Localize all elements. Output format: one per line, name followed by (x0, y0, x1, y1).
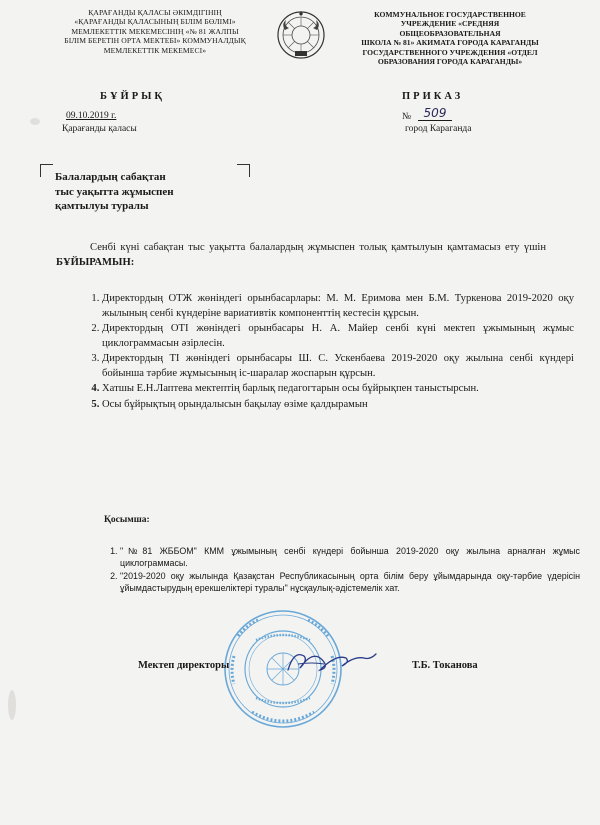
subject-line: Балалардың сабақтан (55, 171, 166, 183)
header-ru-institution (350, 10, 550, 66)
subject-line: қамтылуы туралы (55, 200, 149, 212)
order-intro (56, 241, 546, 270)
subject-bracket-left (40, 164, 53, 177)
order-command: БҰЙЫРАМЫН: (56, 256, 135, 268)
header-kz-institution (62, 8, 248, 55)
order-items-list (80, 292, 574, 413)
scan-mark (30, 118, 40, 125)
city-ru: город Караганда (405, 124, 472, 134)
order-number: 509 (418, 106, 452, 121)
handwritten-signature-icon (284, 642, 380, 682)
order-date: 09.10.2019 г. (66, 111, 117, 121)
scan-mark (8, 690, 16, 720)
signature-position: Мектеп директоры (138, 660, 230, 671)
order-title-kz: БҰЙРЫҚ (100, 91, 166, 102)
order-item: 1. Директордың ОТЖ жөніндегі орынбасарлары: М. М. Еримова мен Б.М. Туркенова 2019-2020 оқу жылының сенбі күндеріне вариативтік компоненттің кестесін құрсын. (102, 292, 574, 321)
order-item: 2. Директордың ОТІ жөніндегі орынбасары Н. А. Майер сенбі күні мектеп ұжымының жұмыс циклограммасын әзірлесін. (102, 322, 574, 351)
attachments-list (106, 545, 580, 595)
order-item: 3. Директордың ТІ жөніндегі орынбасары Ш. С. Ускенбаева 2019-2020 оқу жылына сенбі күндері бойынша тәрбие жұмысының іс-шаралар жоспарын құрсын. (102, 352, 574, 381)
header-ru-line: КОММУНАЛЬНОЕ ГОСУДАРСТВЕННОЕ (374, 10, 526, 19)
order-number-label: № (402, 112, 412, 122)
header-ru-line: ШКОЛА № 81» АКИМАТА ГОРОДА КАРАГАНДЫ (361, 38, 539, 48)
city-kz: Қарағанды қаласы (62, 124, 137, 134)
header-ru-line: ОБРАЗОВАНИЯ ГОРОДА КАРАГАНДЫ» (377, 57, 523, 67)
order-subject (55, 170, 255, 214)
signature-name: Т.Б. Токанова (412, 660, 478, 671)
order-item: 5. Осы бұйрықтың орындалысын бақылау өзіме қалдырамын (102, 398, 574, 413)
header-kz-line: ҚАРАҒАНДЫ ҚАЛАСЫ ӘКІМДІГІНІҢ (88, 8, 222, 17)
subject-line: тыс уақытта жұмыспен (55, 185, 174, 198)
kazakhstan-emblem-icon (276, 10, 326, 60)
header-kz-line: «ҚАРАҒАНДЫ ҚАЛАСЫНЫҢ БІЛІМ БӨЛІМІ» (74, 17, 236, 27)
header-ru-line: ГОСУДАРСТВЕННОГО УЧРЕЖДЕНИЯ «ОТДЕЛ (362, 47, 538, 57)
header-kz-line: БІЛІМ БЕРЕТІН ОРТА МЕКТЕБІ» КОММУНАЛДЫҚ (64, 36, 246, 46)
header-kz-line: МЕМЛЕКЕТТІК МЕКЕМЕСІНІҢ «№ 81 ЖАЛПЫ (71, 26, 239, 36)
attachments-title: Қосымша: (104, 515, 150, 525)
order-title-ru: ПРИКАЗ (402, 91, 464, 102)
attachment-item: 1. "№81 ЖББОМ" КММ ұжымының сенбі күндері бойынша 2019-2020 оқу жылына арналған жұмыс циклограммасы. (120, 545, 580, 569)
header-ru-line: УЧРЕЖДЕНИЕ «СРЕДНЯЯ ОБЩЕОБРАЗОВАТЕЛЬНАЯ (399, 19, 501, 38)
header-kz-line: МЕМЛЕКЕТТІК МЕКЕМЕСІ» (103, 45, 207, 55)
attachment-item: 2. "2019-2020 оқу жылында Қазақстан Республикасының орта білім беру ұйымдарында оқу-тәрбие үдерісін ұйымдастырудың ерекшеліктері туралы" нұсқаулық-әдістемелік хат. (120, 570, 580, 594)
order-item: 4. Хатшы Е.Н.Лаптева мектептің барлық педагогтарын осы бұйрықпен таныстырсын. (102, 382, 574, 397)
intro-text: Сенбі күні сабақтан тыс уақытта балалардың жұмыспен толық қамтылуын қамтамасыз ету үшін (90, 242, 546, 253)
